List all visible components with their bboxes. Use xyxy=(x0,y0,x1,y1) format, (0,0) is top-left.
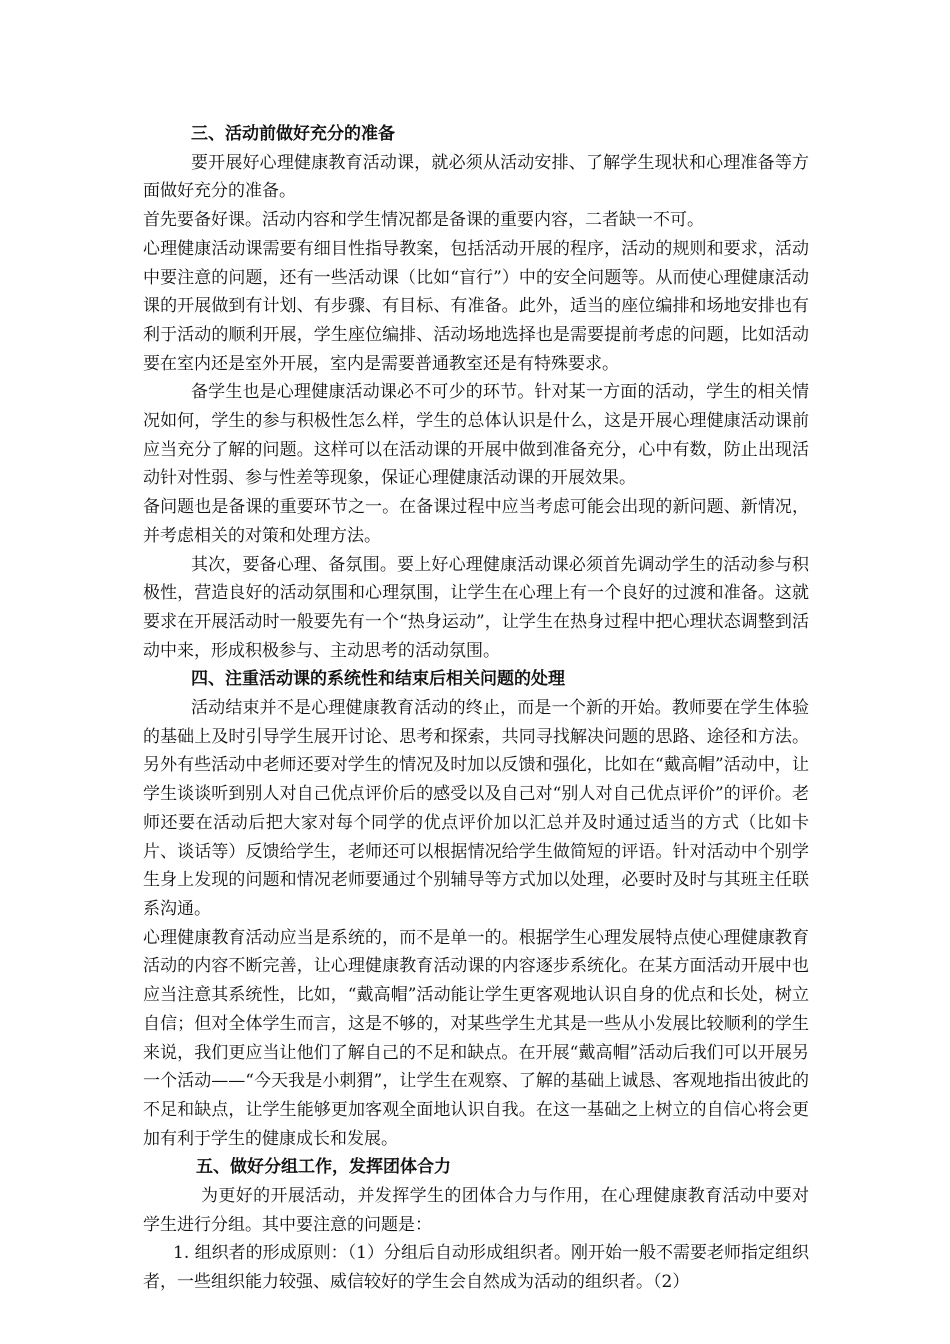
numbered-paragraph: 1. 组织者的形成原则：（1）分组后自动形成组织者。刚开始一般不需要老师指定组织者，一些组织能力较强、威信较好的学生会自然成为活动的组织者。（2） xyxy=(143,1243,809,1293)
paragraph: 活动结束并不是心理健康教育活动的终止，而是一个新的开始。教师要在学生体验的基础上及时引导学生展开讨论、思考和探索，共同寻找解决问题的思路、途径和方法。另外有些活动中老师还要对学生的情况及时加以反馈和强化，比如在“戴高帽”活动中，让学生谈谈听到别人对自己优点评价后的感受以及自己对“别人对自己优点评价”的评价。老师还要在活动后把大家对每个同学的优点评价加以汇总并及时通过适当的方式（比如卡片、谈话等）反馈给学生，老师还可以根据情况给学生做简短的评语。针对活动中个别学生身上发现的问题和情况老师要通过个别辅导等方式加以处理，必要时及时与其班主任联系沟通。 xyxy=(143,698,809,919)
paragraph: 要开展好心理健康教育活动课，就必须从活动安排、了解学生现状和心理准备等方面做好充分的准备。 xyxy=(143,152,809,202)
paragraph: 备问题也是备课的重要环节之一。在备课过程中应当考虑可能会出现的新问题、新情况，并考虑相关的对策和处理方法。 xyxy=(143,497,809,546)
paragraph: 心理健康活动课需要有细目性指导教案，包括活动开展的程序，活动的规则和要求，活动中要注意的问题，还有一些活动课（比如“盲行”）中的安全问题等。从而使心理健康活动课的开展做到有计划、有步骤、有目标、有准备。此外，适当的座位编排和场地安排也有利于活动的顺利开展，学生座位编排、活动场地选择也是需要提前考虑的问题，比如活动要在室内还是室外开展，室内是需要普通教室还是有特殊要求。 xyxy=(143,238,809,374)
section5-heading: 五、做好分组工作，发挥团体合力 xyxy=(196,1157,451,1178)
document-body xyxy=(143,120,809,1297)
section4-heading: 四、注重活动课的系统性和结束后相关问题的处理 xyxy=(191,669,565,690)
paragraph: 心理健康教育活动应当是系统的，而不是单一的。根据学生心理发展特点使心理健康教育活动的内容不断完善，让心理健康教育活动课的内容逐步系统化。在某方面活动开展中也应当注意其系统性，比如，“戴高帽”活动能让学生更客观地认识自身的优点和长处，树立自信；但对全体学生而言，这是不够的，对某些学生尤其是一些从小发展比较顺利的学生来说，我们更应当让他们了解自己的不足和缺点。在开展“戴高帽”活动后我们可以开展另一个活动——“今天我是小刺猬”，让学生在观察、了解的基础上诚恳、客观地指出彼此的不足和缺点，让学生能够更加客观全面地认识自我。在这一基础之上树立的自信心将会更加有利于学生的健康成长和发展。 xyxy=(143,927,809,1149)
section3-heading: 三、活动前做好充分的准备 xyxy=(191,124,395,144)
paragraph: 为更好的开展活动，并发挥学生的团体合力与作用，在心理健康教育活动中要对学生进行分组。其中要注意的问题是： xyxy=(143,1186,809,1235)
paragraph: 其次，要备心理、备氛围。要上好心理健康活动课必须首先调动学生的活动参与积极性，营造良好的活动氛围和心理氛围，让学生在心理上有一个良好的过渡和准备。这就要求在开展活动时一般要先有一个“热身运动”，让学生在热身过程中把心理状态调整到活动中来，形成积极参与、主动思考的活动氛围。 xyxy=(143,554,809,661)
paragraph: 备学生也是心理健康活动课必不可少的环节。针对某一方面的活动，学生的相关情况如何，学生的参与积极性怎么样，学生的总体认识是什么，这是开展心理健康活动课前应当充分了解的问题。这样可以在活动课的开展中做到准备充分，心中有数，防止出现活动针对性弱、参与性差等现象，保证心理健康活动课的开展效果。 xyxy=(143,382,809,489)
paragraph: 首先要备好课。活动内容和学生情况都是备课的重要内容，二者缺一不可。 xyxy=(143,210,704,231)
